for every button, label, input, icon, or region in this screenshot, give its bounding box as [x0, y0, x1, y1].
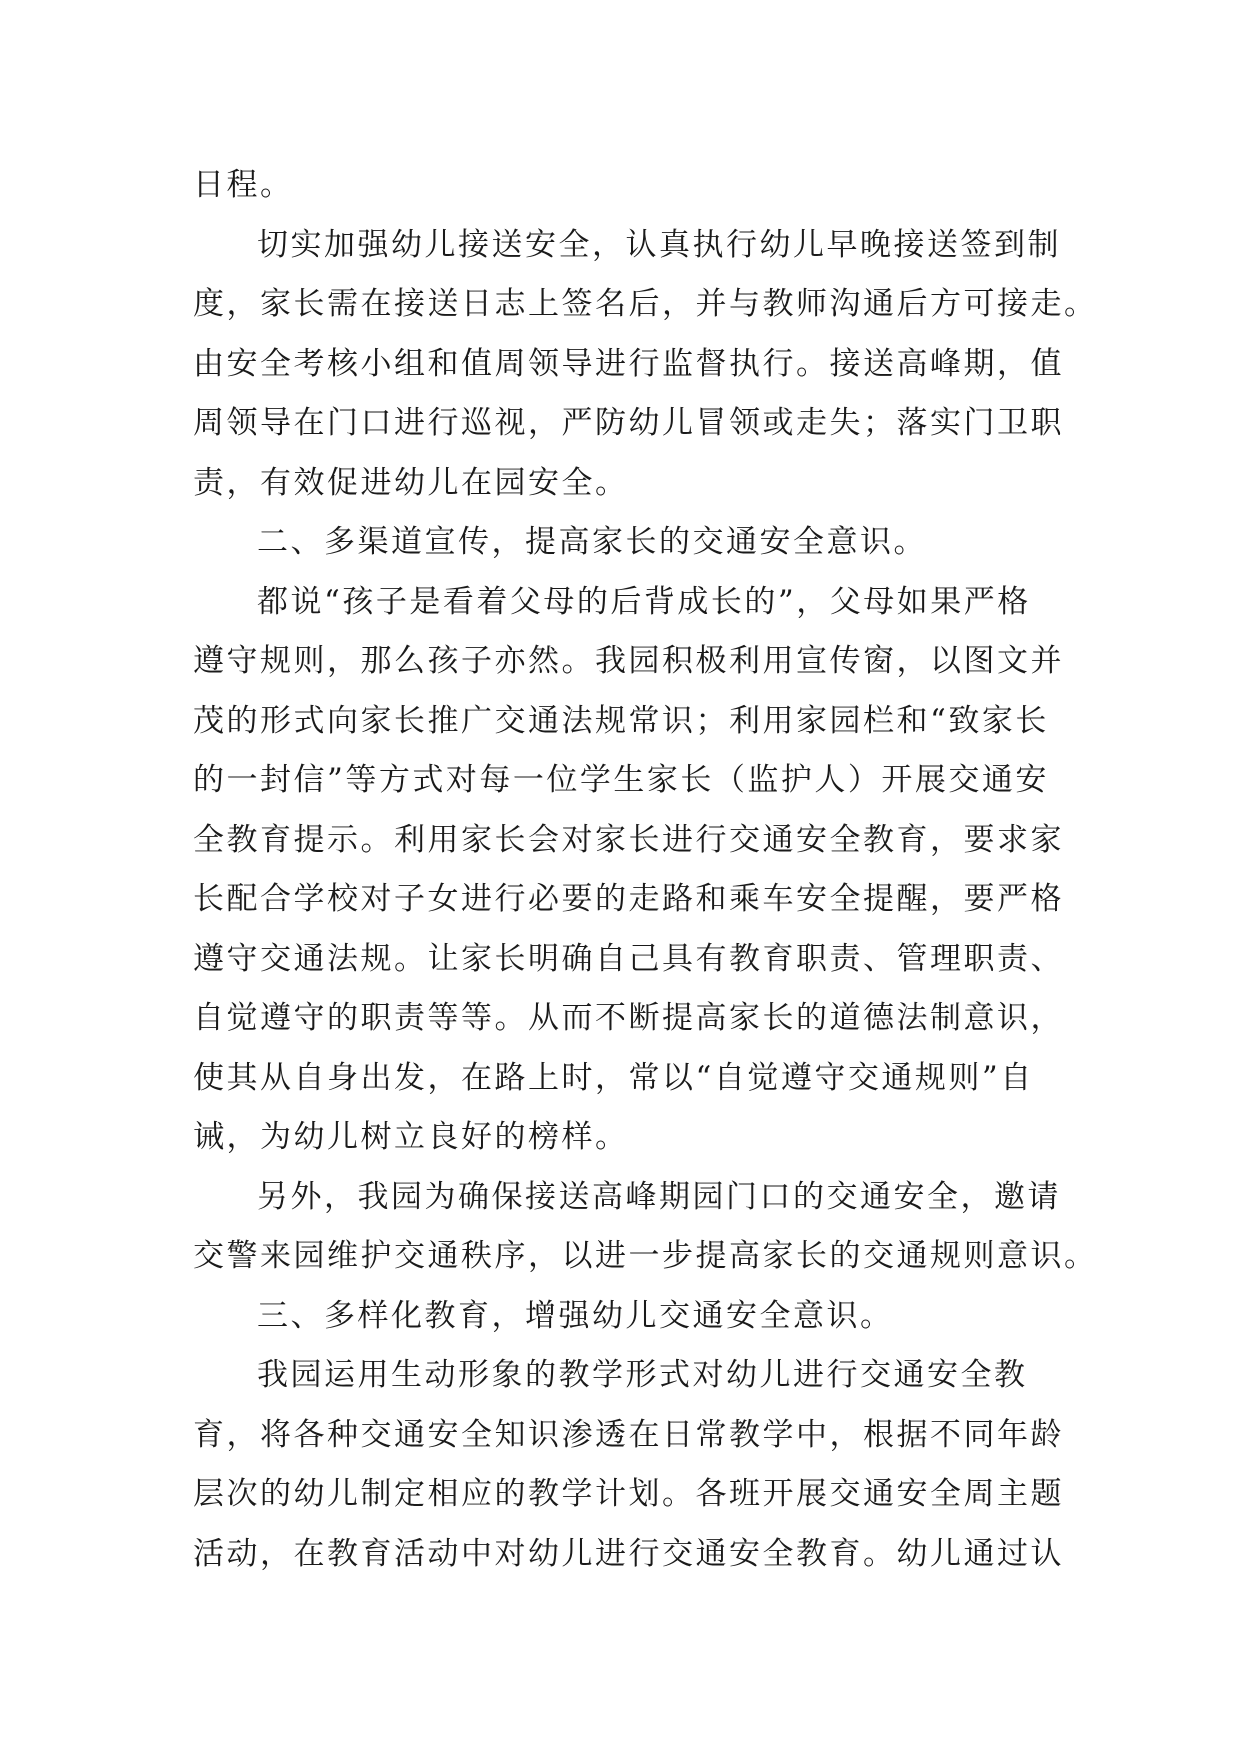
document-body — [193, 156, 1098, 1584]
text-line: 层次的幼儿制定相应的教学计划。各班开展交通安全周主题 — [193, 1476, 1064, 1512]
text-line: 我园运用生动形象的教学形式对幼儿进行交通安全教 — [257, 1357, 1028, 1393]
text-line: 切实加强幼儿接送安全，认真执行幼儿早晚接送签到制 — [257, 226, 1061, 263]
text-line: 都说“孩子是看着父母的后背成长的”，父母如果严格 — [257, 583, 1031, 620]
text-line: 育，将各种交通安全知识渗透在日常教学中，根据不同年龄 — [193, 1416, 1064, 1453]
text-line: 责，有效促进幼儿在园安全。 — [193, 464, 629, 501]
text-line: 使其从自身出发，在路上时，常以“自觉遵守交通规则”自 — [193, 1059, 1034, 1096]
text-line: 遵守规则，那么孩子亦然。我园积极利用宣传窗，以图文并 — [193, 643, 1064, 679]
text-line: 三、多样化教育，增强幼儿交通安全意识。 — [257, 1297, 894, 1334]
text-line: 日程。 — [193, 167, 294, 203]
text-line: 周领导在门口进行巡视，严防幼儿冒领或走失；落实门卫职 — [193, 405, 1064, 441]
text-line: 活动，在教育活动中对幼儿进行交通安全教育。幼儿通过认 — [193, 1535, 1064, 1572]
text-line: 长配合学校对子女进行必要的走路和乘车安全提醒，要严格 — [193, 881, 1064, 917]
text-line: 诫，为幼儿树立良好的榜样。 — [193, 1119, 629, 1155]
text-line: 自觉遵守的职责等等。从而不断提高家长的道德法制意识， — [193, 1000, 1064, 1036]
text-line: 遵守交通法规。让家长明确自己具有教育职责、管理职责、 — [193, 940, 1064, 977]
text-line: 度，家长需在接送日志上签名后，并与教师沟通后方可接走。 — [193, 286, 1098, 322]
text-line: 由安全考核小组和值周领导进行监督执行。接送高峰期，值 — [193, 345, 1064, 382]
text-line: 另外，我园为确保接送高峰期园门口的交通安全，邀请 — [257, 1178, 1061, 1215]
text-line: 的一封信”等方式对每一位学生家长（监护人）开展交通安 — [193, 762, 1049, 798]
text-line: 茂的形式向家长推广交通法规常识；利用家园栏和“致家长 — [193, 702, 1049, 739]
text-line: 交警来园维护交通秩序，以进一步提高家长的交通规则意识。 — [193, 1238, 1098, 1274]
text-line: 全教育提示。利用家长会对家长进行交通安全教育，要求家 — [193, 821, 1064, 858]
text-line: 二、多渠道宣传，提高家长的交通安全意识。 — [257, 524, 927, 560]
